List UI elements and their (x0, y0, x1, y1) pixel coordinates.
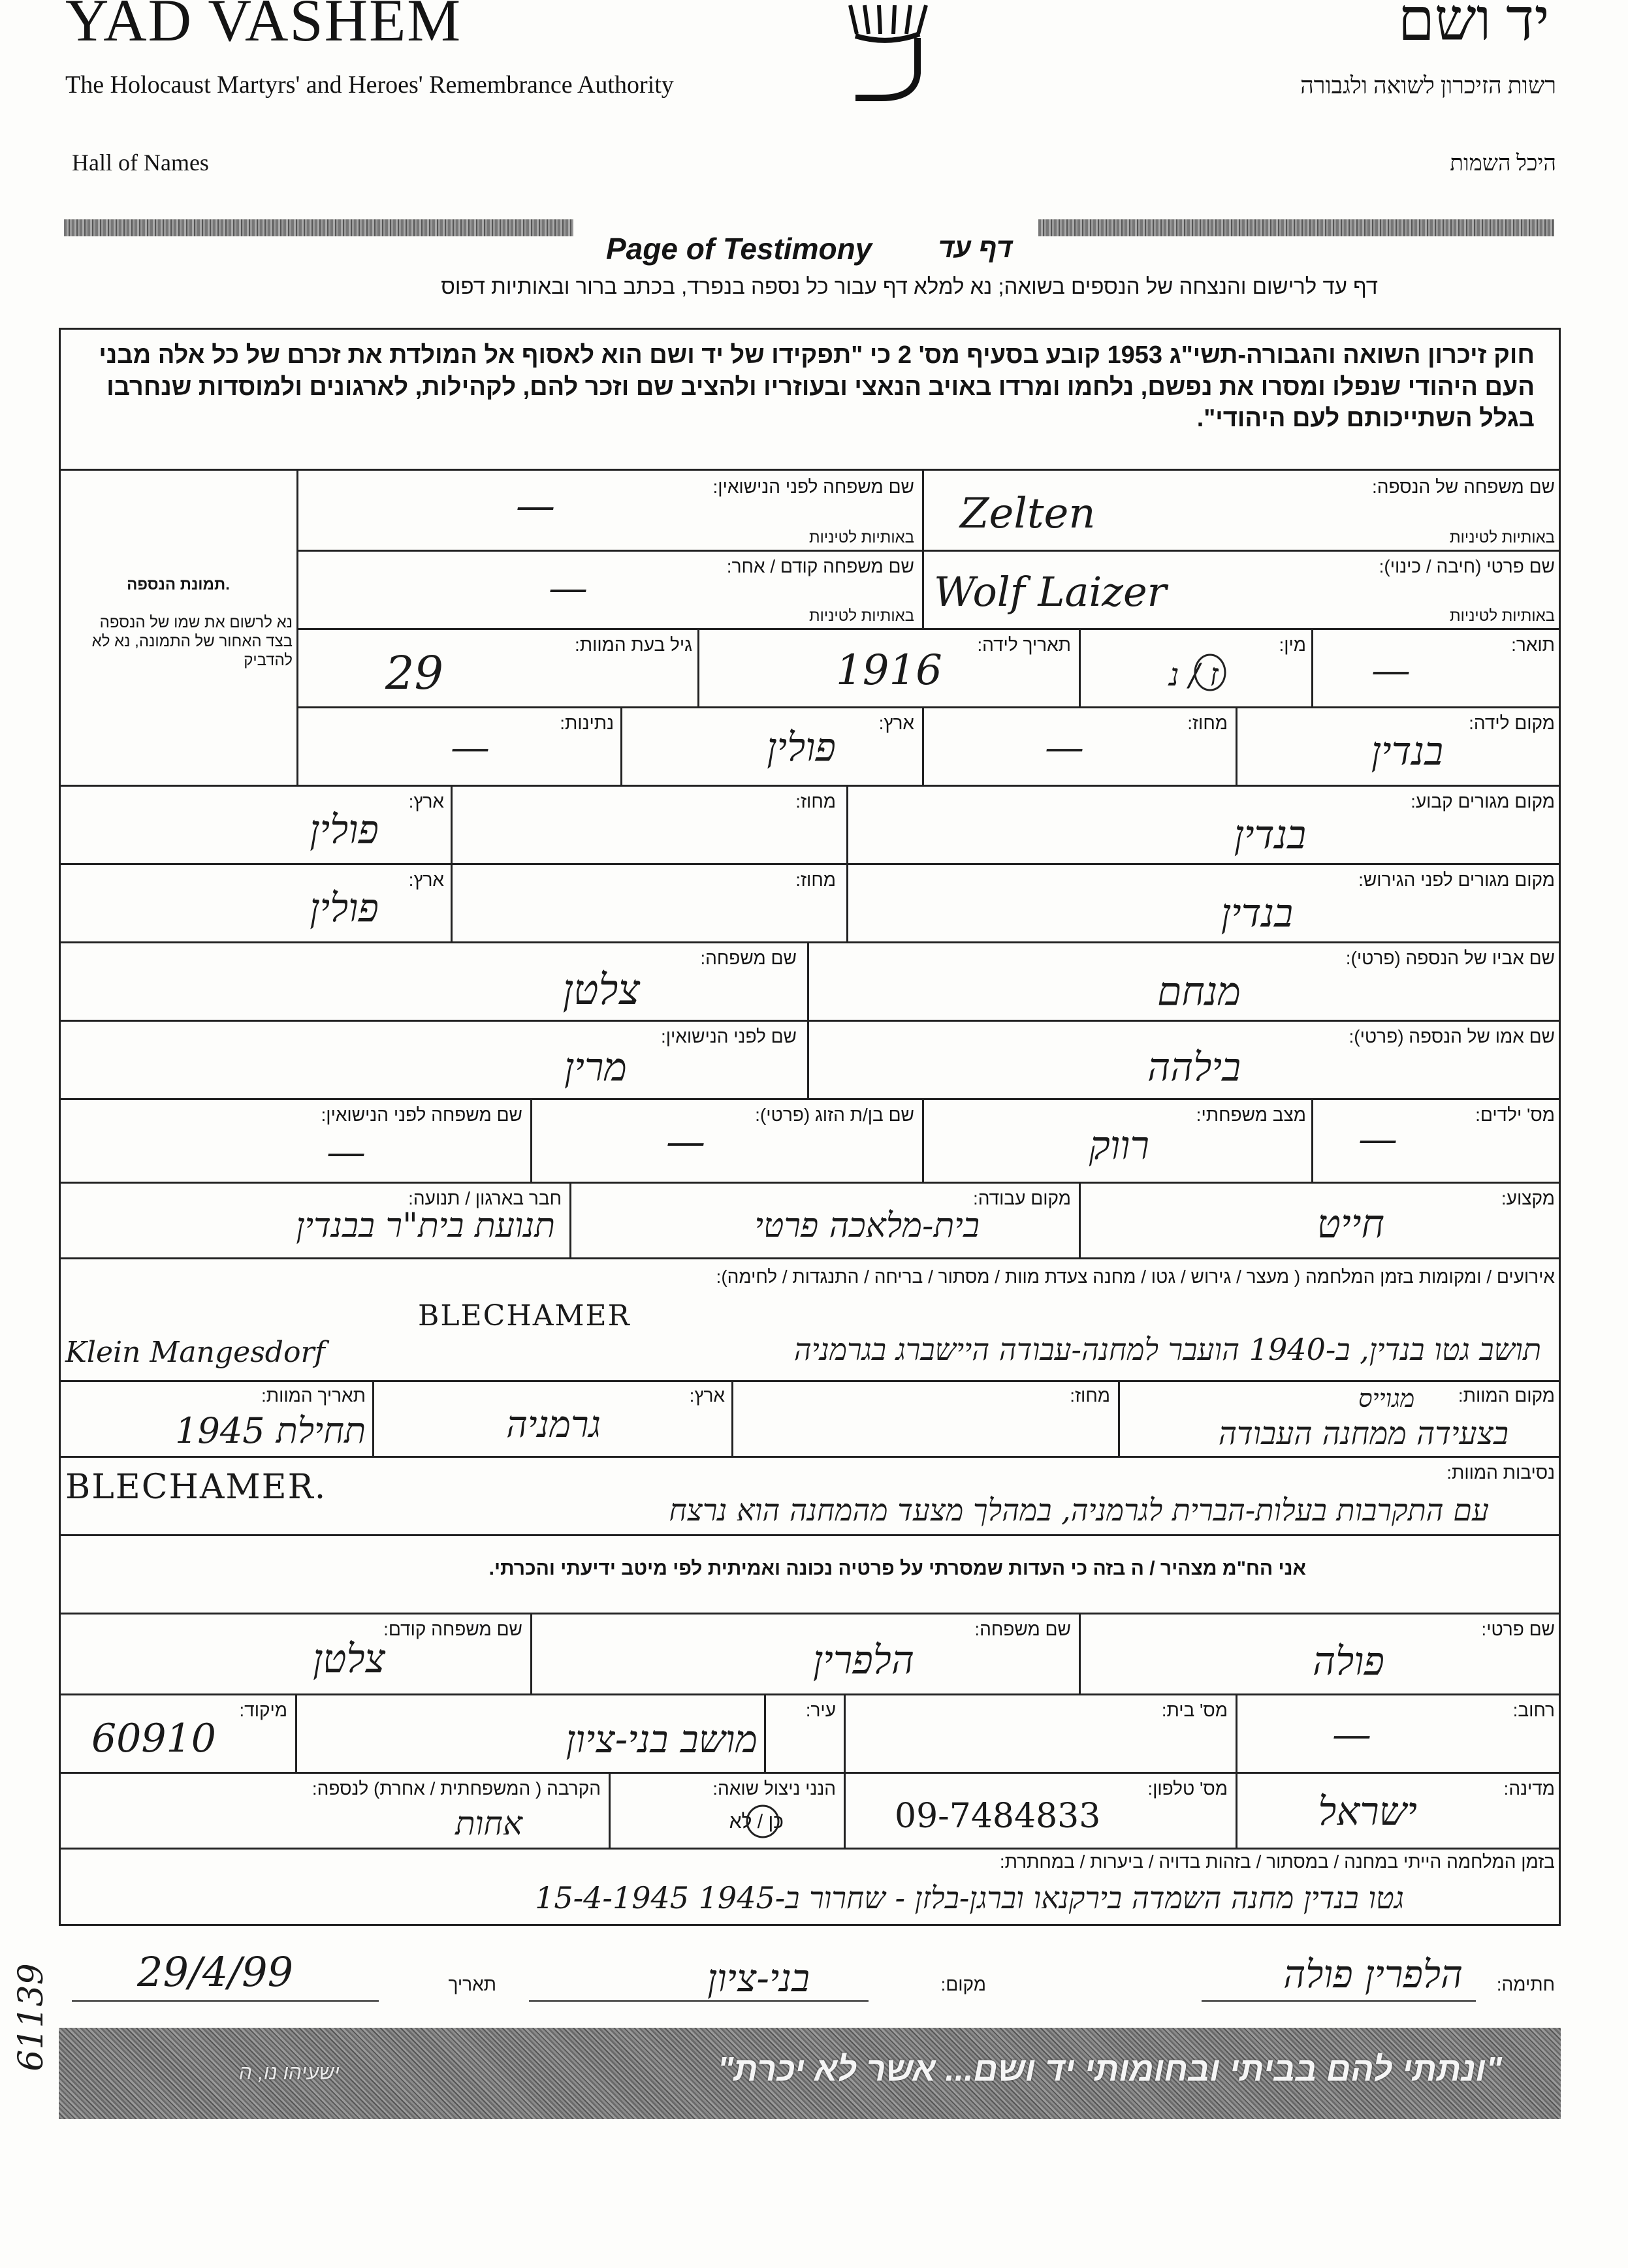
label-father-surname: שם משפחה: (700, 948, 797, 968)
col-divider (530, 1098, 532, 1182)
value-wartime-events-latin: Klein Mangesdorf (65, 1336, 325, 1369)
law-text: חוק זיכרון השואה והגבורה-תשי"ג 1953 קובע בסעיף מס' 2 כי "תפקידו של יד ושם הוא לאסוף אל המולדת את זכרם של כל אלה מבני העם היהודי שנפלו ומסרו את נפשם, נלחמו ומרדו באויב הנאצי ובעוזריו ולהציב שם וזכר להם, לקהילות, לארגונים ולמוסדות שנחרבו בגלל השתייכותם לעם היהודי". (99, 341, 1535, 433)
value-father-surname: צלטן (562, 966, 640, 1015)
value-gender: ז / נ (1169, 657, 1219, 693)
value-w-phone: 09-7484833 (895, 1797, 1101, 1836)
label-first-name: שם פרטי (חיבה / כינוי): (1379, 556, 1555, 576)
title-en: YAD VASHEM (65, 0, 462, 54)
hall-he: היכל השמות (1450, 151, 1556, 176)
value-birth-region: — (1045, 725, 1084, 770)
col-divider (1079, 1182, 1081, 1257)
label-profession: מקצוע: (1501, 1188, 1555, 1208)
col-divider (609, 1772, 611, 1848)
label-w-house: מס' בית: (1161, 1700, 1228, 1720)
value-death-date: תחילת 1945 (175, 1410, 366, 1451)
label-signature: חתימה: (1496, 1974, 1555, 1994)
label-nationality: נתינות: (560, 713, 614, 733)
col-divider (1311, 628, 1313, 706)
label-wartime-events: אירועים / ומקומות בזמן המלחמה ( מעצר / גירוש / גטו / מחנה צעדת מוות / מסתור / בריחה / התנגדות / לחימה): (716, 1267, 1555, 1287)
label-children: מס' ילדים: (1475, 1105, 1555, 1125)
label-mother-maiden: שם לפני הנישואין: (660, 1026, 797, 1047)
photo-note: נא לרשום את שמו של הנספה בצד האחור של התמונה, נא לא להדביק (91, 614, 293, 669)
value-w-first: פולה (1312, 1639, 1384, 1684)
value-death-camp: BLECHAMER. (65, 1468, 327, 1507)
value-w-wartime: גטו בנדין מחנה השמדה בירקנאו וברגן-בלזן - שחרור ב-1945 15-4-1945 (535, 1880, 1404, 1915)
row-line (296, 706, 1561, 708)
label-birth-country: ארץ: (878, 713, 914, 733)
label-workplace: מקום עבודה: (972, 1188, 1071, 1208)
value-sign-place: בני-ציון (707, 1956, 810, 2000)
photo-divider (296, 469, 298, 785)
label-death-place: מקום המוות: (1458, 1385, 1555, 1406)
label-maiden-name: שם משפחה לפני הנישואין: (712, 477, 914, 497)
label-w-zip: מיקוד: (239, 1700, 287, 1720)
value-w-relation: אחות (455, 1804, 522, 1842)
label-w-survivor: הנני ניצול שואה: (712, 1778, 836, 1799)
value-workplace: בית-מלאכה פרטי (754, 1206, 980, 1246)
row-line (296, 550, 1561, 552)
footer-verse: "ונתתי להם בביתי ובחומותי יד ושם... אשר לא יכרת" (717, 2051, 1502, 2088)
label-organization: חבר בארגון / תנועה: (408, 1188, 562, 1208)
value-death-place-note: מגוייס (1358, 1384, 1415, 1413)
label-victim-surname: שם משפחה של הנספה: (1371, 477, 1555, 497)
label-spouse-name: שם בן/ת הזוג (פרטי): (755, 1105, 914, 1125)
form-title-he: דף עד (938, 232, 1012, 263)
row-line (59, 863, 1561, 865)
label-latin-4: באותיות לטיניות (809, 607, 914, 625)
row-line (59, 1098, 1561, 1100)
yad-vashem-logo (842, 0, 947, 108)
value-nationality: — (451, 725, 490, 770)
col-divider (922, 1098, 924, 1182)
value-birth-country: פולין (767, 725, 836, 770)
col-divider (1236, 706, 1237, 785)
value-profession: חייט (1317, 1201, 1384, 1247)
label-gender: מין: (1279, 635, 1306, 655)
label-birth-date: תאריך לידה: (977, 635, 1071, 655)
row-line (59, 1380, 1561, 1382)
value-organization: תנועת בית"ר בבנדין (296, 1206, 555, 1246)
label-perm-region: מחוז: (795, 791, 836, 811)
label-w-prev: שם משפחה קודם: (383, 1619, 522, 1639)
label-deport-region: מחוז: (795, 870, 836, 890)
value-wartime-events: תושב גטו בנדין, ב-1940 הועבר למחנה-עבודה היישברג בגרמניה (793, 1332, 1541, 1367)
col-divider (295, 1693, 297, 1772)
label-w-phone: מס' טלפון: (1147, 1778, 1228, 1799)
col-divider (1311, 1098, 1313, 1182)
footer-source: ישעיהו נו, ה (238, 2060, 340, 2084)
value-spouse-name: — (666, 1119, 705, 1165)
value-sign-date: 29/4/99 (137, 1948, 294, 1996)
label-place: מקום: (940, 1974, 986, 1994)
label-birth-place: מקום לידה: (1469, 713, 1555, 733)
value-w-zip: 60910 (91, 1716, 216, 1761)
declaration: אני הח"מ מצהיר / ה בזה כי העדות שמסרתי על פרטיה נכונה ואמיתית לפי מיטב ידיעתי והכרתי. (488, 1558, 1306, 1579)
col-divider (372, 1380, 374, 1456)
value-death-country: גרמניה (506, 1404, 601, 1446)
col-divider (451, 785, 453, 941)
value-mother-maiden: מרין (564, 1045, 627, 1090)
col-divider (620, 706, 622, 785)
col-divider (697, 628, 699, 706)
hall-en: Hall of Names (72, 150, 209, 176)
label-residence-before-deportation: מקום מגורים לפני הגירוש: (1358, 870, 1555, 890)
value-w-street: — (1332, 1712, 1371, 1757)
label-w-surname: שם משפחה: (974, 1619, 1071, 1639)
label-perm-country: ארץ: (408, 791, 444, 811)
row-line (59, 941, 1561, 943)
col-divider (807, 941, 809, 1098)
col-divider (922, 469, 924, 628)
label-death-date: תאריך המוות: (261, 1385, 366, 1406)
row-line (59, 785, 1561, 787)
label-latin-1: באותיות לטיניות (1450, 529, 1555, 546)
value-children: — (1358, 1116, 1397, 1162)
value-prev-name: — (549, 565, 588, 611)
label-death-country: ארץ: (689, 1385, 725, 1406)
authority-he: רשות הזיכרון לשואה ולגבורה (1300, 72, 1556, 99)
label-father-name: שם אביו של הנספה (פרטי): (1345, 948, 1555, 968)
margin-number: 61139 (12, 1963, 51, 2071)
label-spouse-maiden: שם משפחה לפני הנישואין: (321, 1105, 522, 1125)
label-w-first: שם פרטי: (1481, 1619, 1555, 1639)
date-line (72, 2000, 379, 2002)
label-permanent-residence: מקום מגורים קבוע: (1411, 791, 1555, 811)
value-signature: הלפרין פולה (1283, 1952, 1463, 1996)
value-wartime-camp: BLECHAMER (418, 1299, 631, 1332)
label-title: תואר: (1511, 635, 1555, 655)
col-divider (731, 1380, 733, 1456)
label-latin-2: באותיות לטיניות (809, 529, 914, 546)
col-divider (846, 785, 848, 941)
label-prev-name: שם משפחה קודם / אחר: (726, 556, 914, 576)
row-line (296, 628, 1561, 630)
value-first-name: Wolf Laizer (934, 568, 1167, 616)
value-perm-country: פולין (310, 807, 379, 853)
col-divider (1079, 1613, 1081, 1693)
label-date: תאריך (448, 1974, 496, 1994)
col-divider (764, 1693, 766, 1772)
value-marital-status: רווק (1089, 1123, 1149, 1169)
value-age-at-death: 29 (385, 646, 444, 700)
value-death-place: בצעידה ממחנה העבודה (1218, 1415, 1508, 1452)
label-mother-name: שם אמו של הנספה (פרטי): (1349, 1026, 1555, 1047)
row-line (59, 1182, 1561, 1184)
col-divider (1236, 1693, 1237, 1772)
row-line (59, 1693, 1561, 1695)
value-permanent-residence: בנדין (1234, 812, 1306, 858)
col-divider (530, 1613, 532, 1693)
title-bar-left (64, 219, 573, 236)
value-w-state: ישראל (1318, 1789, 1417, 1835)
photo-title: תמונת הנספה. (127, 576, 230, 593)
label-latin-3: באותיות לטיניות (1450, 607, 1555, 625)
label-age-at-death: גיל בעת המוות: (575, 635, 692, 655)
label-marital-status: מצב משפחתי: (1196, 1105, 1306, 1125)
label-deport-country: ארץ: (408, 870, 444, 890)
col-divider (844, 1772, 846, 1848)
label-death-circumstances: נסיבות המוות: (1446, 1462, 1555, 1483)
title-bar-right (1038, 219, 1554, 236)
value-birth-date: 1916 (836, 646, 942, 695)
row-line (59, 1534, 1561, 1536)
place-line (529, 2000, 869, 2002)
label-w-state: מדינה: (1503, 1778, 1555, 1799)
value-residence-before-deportation: בנדין (1221, 890, 1293, 936)
value-deport-country: פולין (310, 885, 379, 931)
row-line (59, 1848, 1561, 1850)
value-w-survivor: כן / לא (729, 1811, 784, 1833)
row-line (59, 1456, 1561, 1458)
row-line (59, 1020, 1561, 1022)
title-he: יד ושם (1397, 0, 1550, 53)
row-line (59, 1257, 1561, 1259)
row-line (59, 1613, 1561, 1614)
survivor-circle (744, 1803, 781, 1840)
label-death-region: מחוז: (1070, 1385, 1110, 1406)
row-line (59, 469, 1561, 471)
value-spouse-maiden: — (327, 1129, 366, 1175)
row-line (59, 1772, 1561, 1774)
label-birth-region: מחוז: (1187, 713, 1228, 733)
gender-circle (1192, 653, 1228, 692)
col-divider (1079, 628, 1081, 706)
form-title-en: Page of Testimony (606, 232, 872, 266)
signature-line (1202, 2000, 1476, 2002)
value-w-city: מושב בני-ציון (566, 1717, 758, 1761)
label-w-relation: הקרבה ( המשפחתית / אחרת) לנספה: (311, 1778, 601, 1799)
value-victim-surname: Zelten (960, 490, 1096, 538)
authority-en: The Holocaust Martyrs' and Heroes' Remembrance Authority (65, 71, 674, 99)
form-instructions: דף עד לרישום והנצחה של הנספים בשואה; נא למלא דף עבור כל נספה בנפרד, בכתב ברור ובאותיות דפוס (441, 274, 1378, 298)
col-divider (1236, 1772, 1237, 1848)
value-father-first: מנחם (1157, 969, 1241, 1015)
col-divider (844, 1693, 846, 1772)
col-divider (1118, 1380, 1120, 1456)
value-title: — (1371, 648, 1411, 693)
col-divider (922, 706, 924, 785)
col-divider (569, 1182, 571, 1257)
value-death-circumstances: עם התקרבות בעלות-הברית לגרמניה, במהלך מצעד מהמחנה הוא נרצח (669, 1492, 1489, 1528)
value-w-prev: צלטן (312, 1636, 385, 1682)
value-mother-first: בילהה (1147, 1045, 1241, 1090)
label-w-wartime: בזמן המלחמה הייתי במחנה / במסתור / בזהות בדויה / ביערות / במחתרת: (999, 1851, 1555, 1872)
value-birth-place: בנדין (1371, 729, 1443, 774)
value-w-surname: הלפרין (812, 1637, 914, 1683)
label-w-street: רחוב: (1512, 1700, 1555, 1720)
label-w-city: עיר: (805, 1700, 836, 1720)
value-maiden-name: — (516, 483, 555, 529)
